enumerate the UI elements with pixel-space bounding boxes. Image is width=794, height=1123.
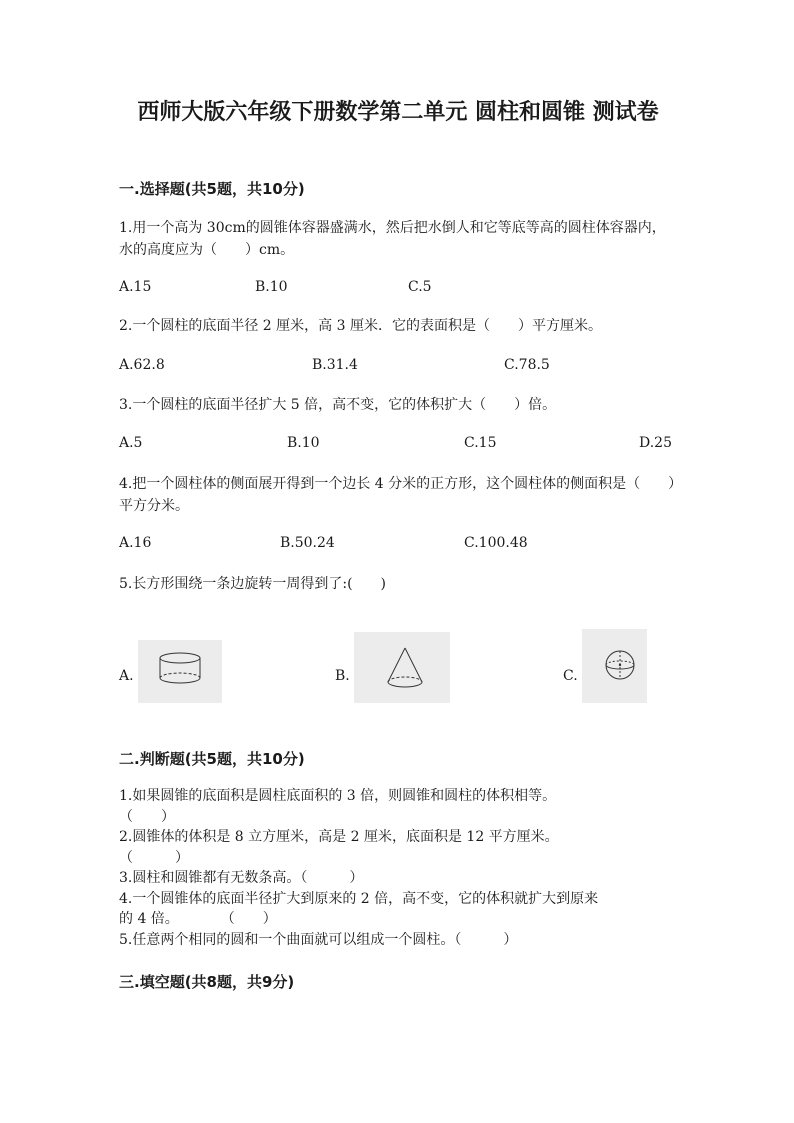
cylinder-icon [138, 640, 222, 703]
question-4: 4.把一个圆柱体的侧面展开得到一个边长 4 分米的正方形，这个圆柱体的侧面积是（ ）平方分米。 [119, 476, 676, 514]
option-b: B.31.4 [312, 357, 358, 373]
tf-question-4-cont: 的 4 倍。 （ ） [119, 911, 277, 927]
option-c: C.78.5 [504, 357, 550, 373]
question-5: 5.长方形围绕一条边旋转一周得到了:( ) [119, 576, 386, 592]
section-heading-true-false: 二.判断题(共5题，共10分) [119, 750, 305, 768]
true-false-questions [119, 786, 679, 950]
option-c: C.15 [464, 435, 497, 451]
tf-question-4: 4.一个圆锥体的底面半径扩大到原来的 2 倍，高不变，它的体积就扩大到原来 [119, 890, 599, 907]
option-a: A.15 [119, 279, 152, 295]
tf-question-2: 2.圆锥体的体积是 8 立方厘米，高是 2 厘米，底面积是 12 平方厘米。 [119, 829, 559, 845]
option-a: A. [119, 668, 134, 684]
question-4-options [119, 535, 679, 555]
option-b: B. [335, 668, 350, 684]
question-1-options [119, 279, 679, 299]
tf-question-5: 5.任意两个相同的圆和一个曲面就可以组成一个圆柱。（ ） [119, 931, 518, 948]
question-2: 2.一个圆柱的底面半径 2 厘米，高 3 厘米．它的表面积是（ ）平方厘米。 [119, 318, 602, 334]
section-heading-fill-blank: 三.填空题(共8题，共9分) [119, 973, 295, 991]
sphere-icon [582, 629, 647, 703]
tf-question-1: 1.如果圆锥的底面积是圆柱底面积的 3 倍，则圆锥和圆柱的体积相等。 [119, 788, 557, 804]
tf-answer-blank-2: （ ） [119, 849, 189, 866]
tf-answer-blank-1: （ ） [119, 808, 175, 825]
question-3: 3.一个圆柱的底面半径扩大 5 倍，高不变，它的体积扩大（ ）倍。 [119, 397, 557, 413]
option-d: D.25 [639, 435, 672, 451]
tf-question-3: 3.圆柱和圆锥都有无数条高。（ ） [119, 870, 364, 886]
option-b: B.10 [255, 279, 288, 295]
option-a: A.16 [119, 535, 152, 551]
option-a: A.5 [119, 435, 143, 451]
question-2-options [119, 357, 679, 377]
question-3-options [119, 435, 679, 455]
option-b: B.10 [287, 435, 320, 451]
cone-icon [354, 632, 450, 703]
option-c: C.5 [408, 279, 432, 295]
section-heading-choice: 一.选择题(共5题，共10分) [119, 180, 305, 198]
option-c: C.100.48 [464, 535, 528, 551]
question-1: 1.用一个高为 30cm的圆锥体容器盛满水，然后把水倒人和它等底等高的圆柱体容器内，水的高度应为（ ）cm。 [119, 220, 666, 258]
page-title: 西师大版六年级下册数学第二单元 圆柱和圆锥 测试卷 [137, 100, 659, 125]
option-c: C. [563, 668, 578, 684]
option-b: B.50.24 [280, 535, 335, 551]
option-a: A.62.8 [119, 357, 165, 373]
